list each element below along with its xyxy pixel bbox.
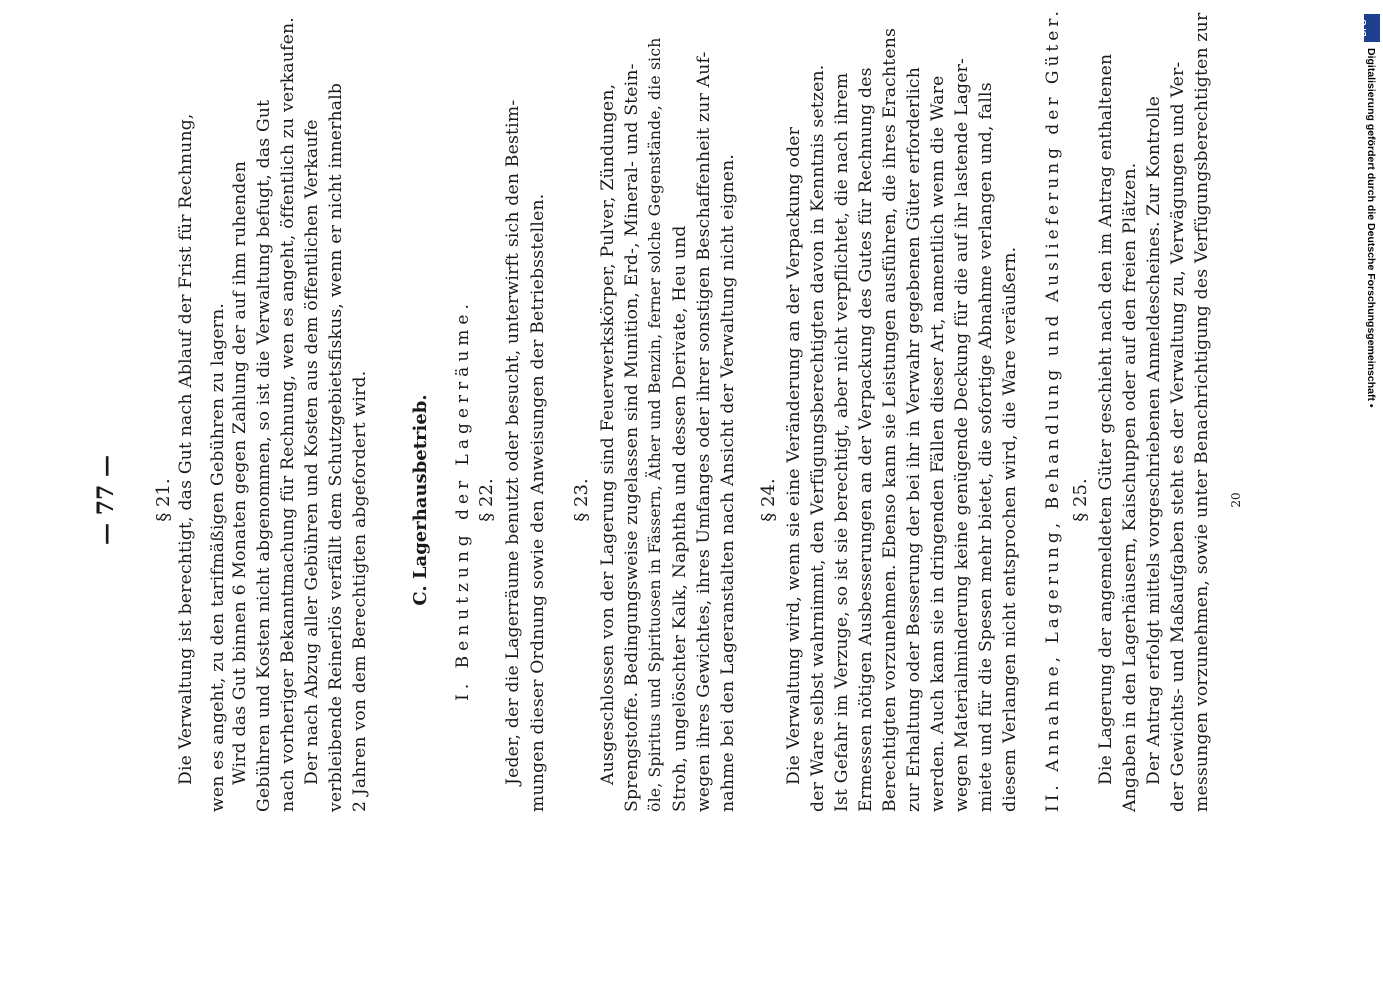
section-24-line: werden. Auch kann sie in dringenden Fällen dieser Art, namentlich wenn die Ware <box>928 75 948 812</box>
part-ii-heading: II. Annahme, Lagerung, Behandlung und Auslieferung der Güter. <box>1043 7 1063 812</box>
section-23-line: Ausgeschlossen von der Lagerung sind Feuerwerkskörper, Pulver, Zündungen, <box>598 83 618 785</box>
section-21-heading: § 21. <box>153 478 174 522</box>
section-24-line: Ermessen nötigen Ausbesserungen an der Verpackung des Gutes für Rechnung des <box>856 67 876 812</box>
section-25-line: der Gewichts- und Maßaufgaben steht es der Verwaltung zu, Verwägungen und Ver- <box>1168 61 1188 812</box>
section-24-heading: § 24. <box>758 478 779 522</box>
section-23-line: wegen ihres Gewichtes, ihres Umfanges oder ihrer sonstigen Beschaffenheit zur Auf- <box>694 51 714 812</box>
section-23-line: Stroh, ungelöschter Kalk, Naphtha und dessen Derivate, Heu und <box>670 225 690 812</box>
section-25-heading: § 25. <box>1070 478 1091 522</box>
section-21-line: 2 Jahren von dem Berechtigten abgefordert wird. <box>350 370 370 812</box>
section-23-line: nahme bei den Lageranstalten nach Ansicht der Verwaltung nicht eignen. <box>718 153 738 812</box>
section-24-line: Ist Gefahr im Verzuge, so ist sie berechtigt, aber nicht verpflichtet, die nach ihrem <box>832 72 852 812</box>
section-24-line: miete und für die Spesen mehr bietet, die sofortige Abnahme verlangen und, falls <box>976 82 996 812</box>
section-24-line: zur Erhaltung oder Besserung der bei ihr in Verwahr gegebenen Güter erforderlich <box>904 67 924 812</box>
dfg-logo <box>1359 14 1380 42</box>
section-24-line: Die Verwaltung wird, wenn sie eine Veränderung an der Verpackung oder <box>784 126 804 785</box>
section-21-line: Gebühren und Kosten nicht abgenommen, so ist die Verwaltung befugt, das Gut <box>254 99 274 812</box>
dfg-logo-text: DFG <box>1359 19 1368 37</box>
section-25-line: Der Antrag erfolgt mittels vorgeschriebenen Anmeldescheines. Zur Kontrolle <box>1144 96 1164 785</box>
section-24-line: wegen Materialminderung keine genügende Deckung für die auf ihr lastende Lager- <box>952 57 972 812</box>
section-23-heading: § 23. <box>571 478 592 522</box>
section-23-line: Sprengstoffe. Bedingungsweise zugelassen sind Munition, Erd-, Mineral- und Stein- <box>622 63 642 812</box>
section-21-line: nach vorheriger Bekanntmachung für Rechnung, wen es angeht, öffentlich zu verkaufen. <box>278 17 298 812</box>
sheet-number: 20 <box>1229 492 1243 508</box>
part-i-heading: I. Benutzung der Lagerräume. <box>453 299 473 701</box>
section-21-line: Die Verwaltung ist berechtigt, das Gut nach Ablauf der Frist für Rechnung, <box>176 113 196 785</box>
section-21-line: verbleibende Reinerlös verfällt dem Schutzgebietsfiskus, wenn er nicht innerhalb <box>326 82 346 812</box>
section-21-line: wen es angeht, zu den tarifmäßigen Gebühren zu lagern. <box>208 302 228 812</box>
section-25-line: Angaben in den Lagerhäusern, Kaischuppen oder auf den freien Plätzen. <box>1120 162 1140 812</box>
section-22-line: Jeder, der die Lagerräume benutzt oder besucht, unterwirft sich den Bestim- <box>503 99 523 785</box>
part-c-heading: C. Lagerhausbetrieb. <box>410 394 431 606</box>
section-21-line: Der nach Abzug aller Gebühren und Kosten aus dem öffentlichen Verkaufe <box>302 119 322 785</box>
section-22-line: mungen dieser Ordnung sowie den Anweisungen der Betriebsstellen. <box>528 193 548 812</box>
section-22-heading: § 22. <box>476 478 497 522</box>
section-23-line: öle, Spiritus und Spirituosen in Fässern, Äther und Benzin, ferner solche Gegenstände, die sich <box>646 37 664 812</box>
digitization-notice: Digitalisierung gefördert durch die Deutsche Forschungsgemeinschaft • <box>1365 48 1377 408</box>
section-24-line: Berechtigten vorzunehmen. Ebenso kann sie Leistungen ausführen, die ihres Erachtens <box>880 27 900 812</box>
page-number: — 77 — <box>93 455 119 545</box>
section-21-line: Wird das Gut binnen 6 Monaten gegen Zahlung der auf ihm ruhenden <box>230 160 250 785</box>
section-25-line: messungen vorzunehmen, sowie unter Benachrichtigung des Verfügungsberechtigten zur <box>1192 12 1212 812</box>
section-24-line: diesem Verlangen nicht entsprochen wird, die Ware veräußern. <box>1000 246 1020 812</box>
section-25-line: Die Lagerung der angemeldeten Güter geschieht nach den im Antrag enthaltenen <box>1096 53 1116 785</box>
digitization-strip <box>1359 6 1381 408</box>
section-24-line: der Ware selbst wahrnimmt, den Verfügungsberechtigten davon in Kenntnis setzen. <box>808 64 828 812</box>
